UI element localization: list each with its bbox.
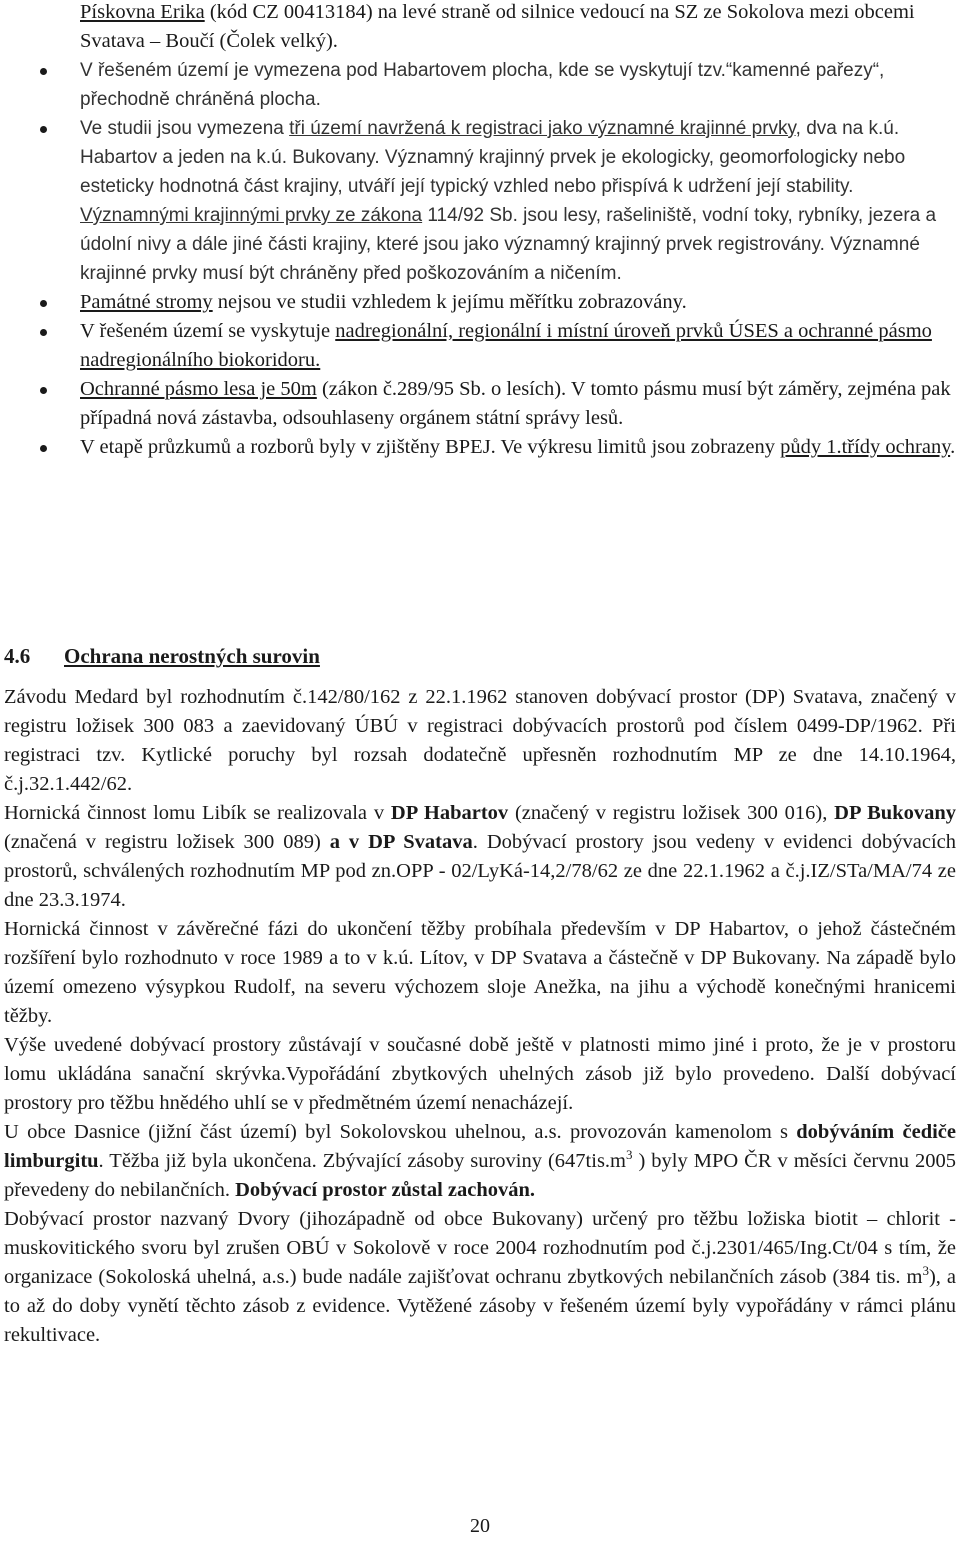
list-item-text: nejsou ve studii vzhledem k jejímu měřítku zobrazovány. xyxy=(212,291,687,313)
list-item-text: . xyxy=(950,436,956,458)
link-vkp-law[interactable]: Významnými krajinnými prvky ze zákona xyxy=(80,205,423,226)
list-item-text: Ve studii jsou vymezena xyxy=(80,118,290,139)
paragraph-text: . Dobývací prostory jsou vedeny v evidenci dobývacích prostorů, schválených rozhodnutím MP pod zn.OPP - 02/LyKá-14,2/78/62 ze dne 22.1.1962 a č.j.IZ/STa/MA/74 ze dne 23.3.1974. xyxy=(4,831,957,911)
link-ochranne-pasmo[interactable]: Ochranné pásmo lesa je 50m xyxy=(80,378,317,400)
list-item-text: Významný krajinný prvek je ekologicky, geomorfologicky nebo esteticky hodnotná část krajiny, utváří její typický vzhled nebo přispívá k udržení její stability. xyxy=(80,147,906,197)
section-number: 4.6 xyxy=(4,644,31,668)
list-item-text: , dva na k.ú. Habartov a jeden na k.ú. Bukovany. xyxy=(80,118,900,168)
paragraph xyxy=(4,1205,956,1350)
bullet-icon xyxy=(40,68,47,75)
bullet-icon xyxy=(40,126,47,133)
section-title: Ochrana nerostných surovin xyxy=(64,644,320,668)
paragraph-text: Hornická činnost lomu Libík se realizovala v xyxy=(4,802,391,824)
paragraph-text: Dobývací prostor nazvaný Dvory (jihozápadně od obce Bukovany) určený pro těžbu ložiska biotit – chlorit - muskovitického svoru byl zrušen OBÚ v Sokolově v roce 2004 rozhodnutím pod č.j.2301/465/Ing.Ct/04 s tím, že organizace (Sokoloská uhelná, a.s.) bude nadále zajišťovat ochranu zbytkových nebilančních zásob (384 tis. m xyxy=(4,1208,956,1288)
list-item xyxy=(0,0,960,56)
link-uses[interactable]: nadregionální, regionální i místní úroveň prvků ÚSES a ochranné pásmo nadregionálního biokoridoru. xyxy=(80,320,932,371)
paragraph xyxy=(4,799,956,915)
list-item xyxy=(0,375,960,433)
list-item-text: V etapě průzkumů a rozborů byly v zjištěny BPEJ. Ve výkresu limitů jsou zobrazeny xyxy=(80,436,781,458)
paragraph-text xyxy=(359,831,368,853)
section-4-6 xyxy=(4,638,956,1350)
paragraph: Výše uvedené dobývací prostory zůstávají v současné době ještě v platnosti mimo jiné i proto, že je v prostoru lomu ukládána sanační skrývka.Vypořádání zbytkových uhelných zásob již bylo provedeno. Další dobývací prostory pro těžbu hnědého uhlí se v předmětném území nenacházejí. xyxy=(4,1034,956,1114)
list-item-text: (zákon č.289/95 Sb. o lesích). V tomto pásmu musí být záměry, zejména pak případná nová zástavba, odsouhlaseny orgánem státní správy lesů. xyxy=(80,378,951,429)
paragraph-text: ), a to až do doby vynětí těchto zásob z evidence. Vytěžené zásoby v řešeném území byly vypořádány v rámci plánu rekultivace. xyxy=(4,1266,956,1346)
paragraph: Hornická činnost v závěrečné fázi do ukončení těžby probíhala především v DP Habartov, o jehož částečném rozšíření bylo rozhodnuto v roce 1989 a to v k.ú. Lítov, v DP Svatava a částečně v DP Bukovany. Na západě bylo území omezeno výsypkou Rudolf, na severu výchozem sloje Anežka, na jihu a východě konečnými hranicemi těžby. xyxy=(4,918,956,1027)
section-heading xyxy=(4,638,956,674)
paragraph xyxy=(4,1118,956,1205)
paragraph-text: (značený v registru ložisek 300 016), xyxy=(508,802,835,824)
paragraph-text: U obce Dasnice (jižní část území) byl Sokolovskou uhelnou, a.s. provozován kamenolom s xyxy=(4,1121,797,1143)
paragraph-bold-text: Dobývací prostor zůstal zachován. xyxy=(235,1179,536,1201)
link-pamatne-stromy[interactable]: Památné stromy xyxy=(80,291,213,313)
bullet-icon xyxy=(40,387,47,394)
paragraph-text: . Těžba již byla ukončena. Zbývající zásoby suroviny (647tis.m xyxy=(98,1150,626,1172)
page-number: 20 xyxy=(470,1515,490,1537)
paragraph-text: (značená v registru ložisek 300 089) xyxy=(4,831,330,853)
link-piskovna-erika[interactable]: Pískovna Erika xyxy=(80,1,205,23)
paragraph-bold-text: dobýváním čediče limburgitu xyxy=(4,1121,956,1172)
paragraph-text: ) byly MPO ČR v měsíci červnu 2005 převedeny do nebilančních. xyxy=(4,1150,957,1201)
dp-svatava: DP Svatava xyxy=(368,831,473,853)
bullet-list xyxy=(0,0,960,462)
list-item xyxy=(0,114,960,288)
bullet-icon xyxy=(40,329,47,336)
link-pudy[interactable]: půdy 1.třídy ochrany xyxy=(780,436,951,458)
paragraph-text: a v xyxy=(329,831,360,853)
link-vkp-territories[interactable]: tři území navržená k registraci jako významné krajinné prvky xyxy=(289,118,796,139)
list-item-text: 114/92 Sb. jsou lesy, rašeliniště, vodní toky, rybníky, jezera a údolní nivy a dále jiné části krajiny, které jsou jako významný krajinný prvek registrovány. Významné krajinné prvky musí být chráněny před poškozováním a ničením. xyxy=(80,205,937,284)
list-item-text: V řešeném území se vyskytuje xyxy=(80,320,336,342)
bullet-icon xyxy=(40,300,47,307)
dp-bukovany: DP Bukovany xyxy=(834,802,957,824)
superscript: 3 xyxy=(922,1263,929,1279)
list-item-text: (kód CZ 00413184) na levé straně od silnice vedoucí na SZ ze Sokolova mezi obcemi Svatava – Boučí (Čolek velký). xyxy=(80,1,915,52)
bullet-icon xyxy=(40,445,47,452)
list-item-text: V řešeném území je vymezena pod Habartovem plocha, kde se vyskytují tzv.“kamenné pařezy“, přechodně chráněná plocha. xyxy=(80,60,885,110)
list-item xyxy=(0,433,960,462)
list-item xyxy=(0,288,960,317)
superscript: 3 xyxy=(626,1147,633,1163)
list-item xyxy=(0,317,960,375)
paragraph: Závodu Medard byl rozhodnutím č.142/80/162 z 22.1.1962 stanoven dobývací prostor (DP) Svatava, značený v registru ložisek 300 083 a zaevidovaný ÚBÚ v registraci dobývacích prostorů pod číslem 0499-DP/1962. Při registraci tzv. Kytlické poruchy byl rozsah dodatečně upřesněn rozhodnutím MP ze dne 14.10.1964, č.j.32.1.442/62. xyxy=(4,686,956,795)
dp-habartov: DP Habartov xyxy=(390,802,509,824)
list-item xyxy=(0,56,960,114)
